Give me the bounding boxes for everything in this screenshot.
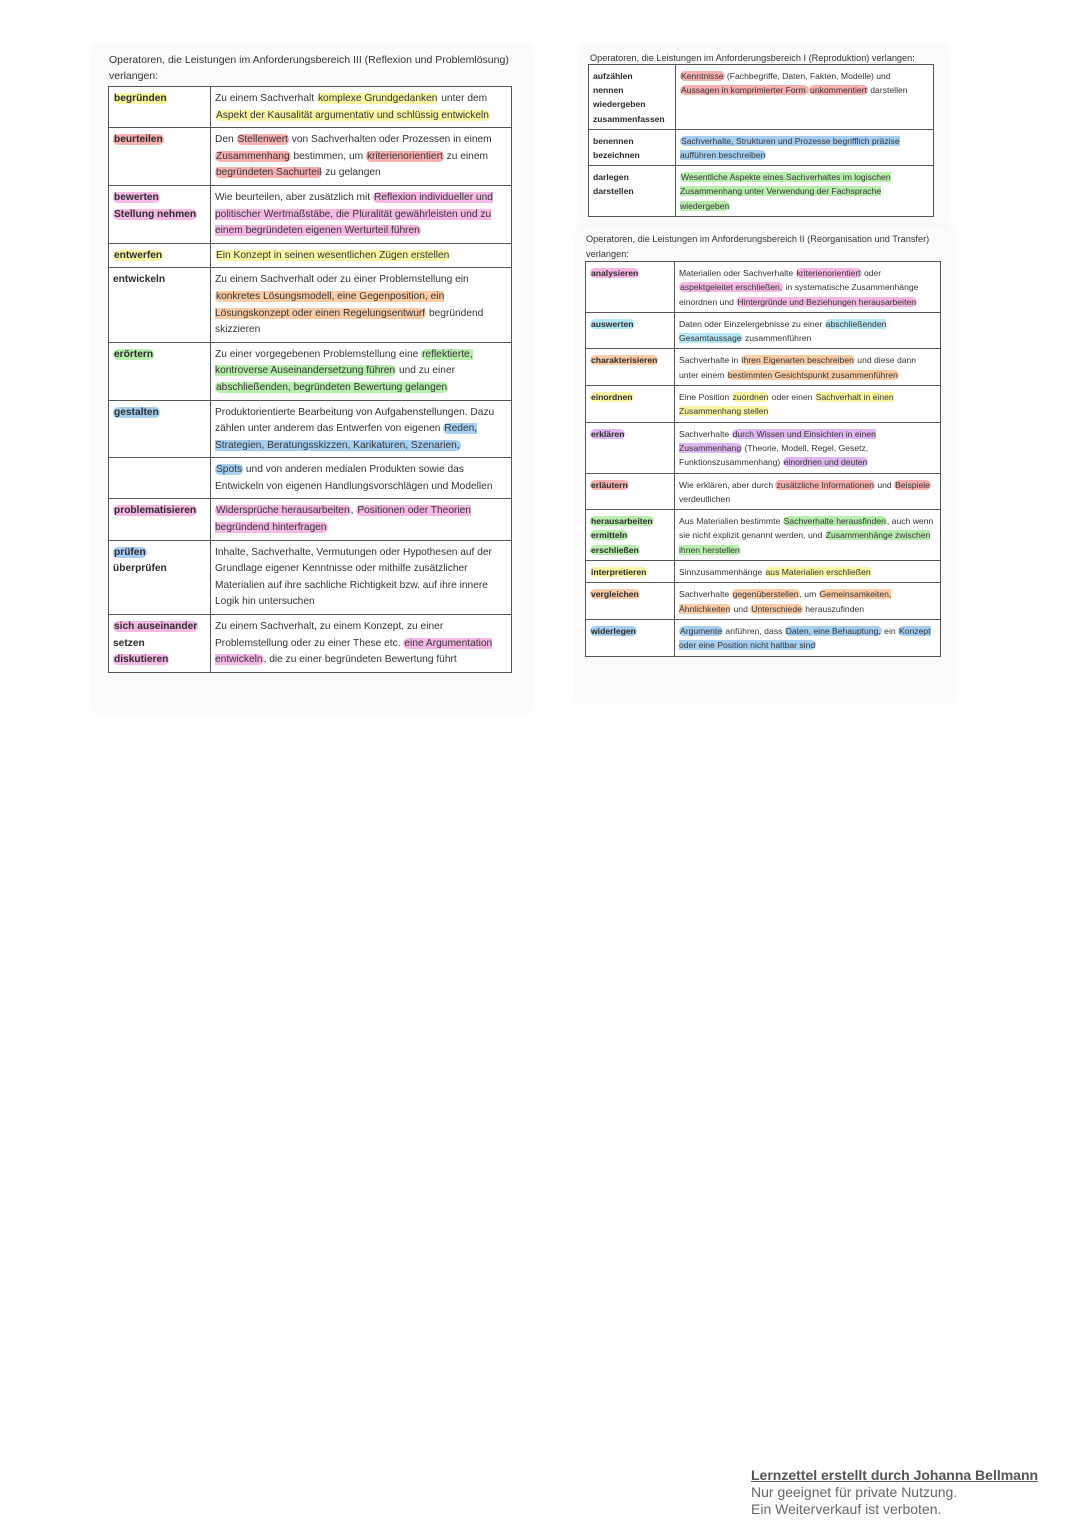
highlighted-text: eine Argumentation entwickeln (215, 637, 493, 666)
highlighted-text: entwerfen (114, 249, 163, 261)
text-segment: setzen (113, 637, 145, 649)
highlighted-text: Aussagen in komprimierter Form (681, 85, 809, 96)
operator-definition (211, 342, 512, 400)
highlighted-text: Sachverhalt in einen Zusammenhang stellen (679, 392, 894, 417)
highlighted-text: kriterienorientiert (366, 150, 443, 162)
text-segment: Aus Materialien bestimmte (679, 516, 783, 527)
text-segment: Zu einem Sachverhalt, zu einem Konzept, zu einer Problemstellung oder zu einer These etc. (215, 621, 444, 649)
operator-definition (211, 268, 512, 342)
highlighted-text: einordnen (591, 392, 633, 403)
highlighted-text: Aspekt der Kausalität argumentativ und schlüssig entwickeln (216, 109, 489, 121)
operator-definition (211, 128, 512, 186)
operator-definition (211, 243, 512, 268)
operator-table (108, 86, 512, 673)
operator-table-body (588, 64, 934, 217)
operator-row (589, 129, 934, 165)
highlighted-text: durch Wissen und Einsichten in einen Zusammenhang (679, 428, 876, 453)
operator-row (109, 185, 512, 243)
text-segment: bestimmen, um (290, 150, 366, 162)
operator-definition (675, 349, 941, 386)
text-segment: wiedergeben (593, 99, 646, 110)
highlighted-text: konkretes Lösungsmodell, eine Gegenposition, ein Lösungskonzept oder einen Regelungsentwurf (215, 290, 445, 319)
operator-term (586, 583, 675, 620)
operator-term (589, 129, 676, 165)
operator-row (109, 615, 512, 673)
highlighted-text: einordnen und deuten (783, 457, 868, 468)
operator-definition (676, 65, 934, 130)
highlighted-text: Reden, Strategien, Beratungsskizzen, Karikaturen, Szenarien, (215, 423, 478, 451)
text-segment: begründend skizzieren (215, 307, 484, 336)
text-segment: zu gelangen (322, 167, 381, 179)
operator-term (586, 312, 675, 349)
operator-term (586, 561, 675, 583)
text-segment: , auch wenn sie nicht explizit genannt werden, und (679, 516, 934, 541)
text-segment: herauszufinden (802, 603, 865, 614)
text-segment: zusammenfassen (593, 113, 665, 124)
operator-term (109, 540, 211, 614)
sheet-anforderungsbereich-2 (576, 228, 954, 702)
text-segment: Sachverhalte in (679, 355, 741, 366)
highlighted-text: gegenüberstellen (732, 589, 799, 600)
operator-definition (675, 561, 941, 583)
text-segment: aufzählen (593, 71, 633, 81)
highlighted-text: Reflexion individueller und politischer Wertmaßstäbe, die Pluralität gewährleisten und zu einem begründeten eigenen Werturteil führen (215, 191, 493, 237)
operator-table-body (108, 86, 512, 673)
highlighted-text: aspektgeleitet erschließen, (680, 282, 783, 293)
highlighted-text: begründen (114, 93, 167, 104)
text-segment: ein (881, 625, 899, 636)
operator-row (586, 583, 941, 620)
operator-definition (211, 540, 512, 614)
sheet-anforderungsbereich-1 (580, 44, 948, 228)
highlighted-text: Zusammenhänge zwischen ihnen herstellen (679, 530, 931, 555)
highlighted-text: abschließenden, begründeten Bewertung gelangen (216, 381, 448, 393)
highlighted-text: zusätzliche Informationen (776, 479, 874, 490)
operator-term (109, 128, 211, 186)
highlighted-text: widerlegen (591, 625, 636, 636)
operator-definition (211, 615, 512, 673)
highlighted-text: kriterienorientiert (796, 268, 861, 278)
highlighted-text: erklären (591, 428, 625, 439)
text-segment: und zu einer (396, 365, 456, 377)
text-segment: von Sachverhalten oder Prozessen in einem (288, 134, 492, 146)
highlighted-text: zuordnen (732, 392, 769, 403)
text-segment: Sachverhalte (679, 589, 732, 600)
operator-term (589, 166, 676, 217)
text-segment: Wie beurteilen, aber zusätzlich mit (215, 191, 373, 203)
highlighted-text: Beispiele (895, 479, 930, 490)
operator-row (586, 619, 941, 656)
highlighted-text: Kenntnisse (681, 71, 724, 81)
text-segment: , die zu einer begründeten Bewertung führt (263, 654, 457, 666)
text-segment: überprüfen (113, 563, 167, 575)
operator-term (109, 400, 211, 458)
text-segment: bezeichnen (593, 150, 640, 161)
highlighted-text: Widersprüche herausarbeiten (216, 505, 350, 517)
highlighted-text: sich auseinander (114, 621, 198, 633)
operator-term (109, 499, 211, 540)
operator-term (586, 473, 675, 510)
operator-term (109, 243, 211, 268)
operator-definition (211, 400, 512, 458)
text-segment: Sinnzusammenhänge (679, 567, 765, 578)
operator-row (109, 243, 512, 268)
text-segment: nennen (593, 85, 624, 96)
highlighted-text: Positionen oder Theorien begründend hinterfragen (215, 505, 471, 534)
operator-term (586, 619, 675, 656)
highlighted-text: vergleichen (591, 589, 639, 600)
highlighted-text: abschließenden Gesamtaussage (679, 318, 887, 344)
operator-row (589, 166, 934, 217)
operator-definition (676, 166, 934, 217)
usage-note: Nur geeignet für private Nutzung. (751, 1484, 958, 1500)
text-segment: unter dem (438, 93, 488, 104)
operator-term (586, 349, 675, 386)
text-segment: benennen (593, 135, 634, 146)
highlighted-text: Zusammenhang (216, 150, 290, 162)
operator-term (586, 422, 675, 473)
operator-definition (211, 499, 512, 540)
operator-term (586, 262, 675, 313)
operator-term (586, 510, 675, 561)
highlighted-text: beurteilen (114, 134, 163, 146)
author-credit (751, 1467, 1038, 1518)
text-segment: zusammenführen (742, 333, 812, 344)
highlighted-text: erschließen (591, 544, 639, 555)
highlighted-text: Ein Konzept in seinen wesentlichen Zügen erstellen (216, 249, 450, 261)
operator-definition (675, 386, 941, 423)
highlighted-text: bestimmten Gesichtspunkt zusammenführen (727, 369, 898, 380)
text-segment: Materialien oder Sachverhalte (679, 268, 796, 278)
text-segment: anführen, dass (723, 625, 785, 636)
highlighted-text: Sachverhalte, Strukturen und Prozesse begrifflich präzise aufführen beschreiben (680, 135, 900, 161)
operator-term (109, 268, 211, 342)
operator-definition (211, 458, 512, 499)
text-segment: Wie erklären, aber durch (679, 479, 776, 490)
highlighted-text: reflektierte, kontroverse Auseinandersetzung führen (215, 348, 473, 377)
operator-table (588, 64, 934, 217)
sheet-title: Operatoren, die Leistungen im Anforderungsbereich I (Reproduktion) verlangen: (590, 53, 915, 63)
text-segment: Inhalte, Sachverhalte, Vermutungen oder Hypothesen auf der Grundlage eigener Kenntnisse oder mithilfe zusätzlicher Materialien auf ihre sachliche Richtigkeit bzw. auf ihre innere Logik hin untersuchen (215, 546, 492, 608)
operator-row (109, 400, 512, 458)
operator-row (589, 65, 934, 130)
operator-row (586, 473, 941, 510)
text-segment: , (350, 505, 357, 517)
highlighted-text: herausarbeiten (591, 516, 653, 527)
operator-definition (676, 129, 934, 165)
text-segment: und (731, 603, 751, 614)
operator-row (586, 386, 941, 423)
operator-row (586, 510, 941, 561)
highlighted-text: unkommentiert (810, 85, 867, 96)
operator-definition (211, 87, 512, 128)
operator-row (109, 499, 512, 540)
highlighted-text: Stellenwert (237, 134, 288, 146)
operator-row (109, 458, 512, 499)
operator-row (586, 561, 941, 583)
operator-table (585, 261, 941, 657)
author-credit-title: Lernzettel erstellt durch Johanna Bellmann (751, 1467, 1039, 1483)
text-segment: verdeutlichen (679, 493, 731, 504)
text-segment: oder (861, 268, 882, 278)
text-segment: , um (799, 589, 819, 600)
operator-definition (675, 510, 941, 561)
highlighted-text: Daten, eine Behauptung, (785, 625, 881, 636)
highlighted-text: Gemeinsamkeiten, Ähnlichkeiten (679, 589, 892, 614)
highlighted-text: ermitteln (591, 530, 628, 541)
highlighted-text: Hintergründe und Beziehungen herausarbeiten (737, 296, 917, 307)
text-segment: und diese dann unter einem (679, 355, 917, 380)
text-segment: Den (215, 134, 237, 146)
resale-note: Ein Weiterverkauf ist verboten. (751, 1501, 942, 1517)
highlighted-text: erörtern (114, 348, 154, 360)
operator-table-body (585, 261, 941, 657)
highlighted-text: problematisieren (114, 505, 197, 517)
text-segment: (Theorie, Modell, Regel, Gesetz, Funktionszusammenhang) (679, 442, 869, 468)
text-segment: entwickeln (113, 274, 166, 286)
highlighted-text: erläutern (591, 479, 628, 490)
highlighted-text: Unterschiede (751, 603, 802, 614)
text-segment: darstellen (867, 85, 908, 96)
sheet-title: Operatoren, die Leistungen im Anforderungsbereich III (Reflexion und Problemlösung) verlangen: (109, 54, 509, 82)
operator-row (109, 87, 512, 128)
highlighted-text: komplexe Grundgedanken (317, 93, 438, 104)
highlighted-text: Wesentliche Aspekte eines Sachverhaltes im logischen Zusammenhang unter Verwendung der Fachsprache wiedergeben (680, 172, 891, 211)
operator-row (109, 540, 512, 614)
text-segment: und von anderen medialen Produkten sowie das Entwickeln von eigenen Handlungsvorschlägen und Modellen (215, 464, 493, 492)
text-segment: darstellen (593, 186, 634, 197)
highlighted-text: begründeten Sachurteil (216, 167, 322, 179)
text-segment: darlegen (593, 172, 629, 183)
operator-term (109, 458, 211, 499)
highlighted-text: auswerten (591, 318, 634, 329)
highlighted-text: analysieren (591, 268, 639, 278)
text-segment: Zu einer vorgegebenen Problemstellung eine (215, 348, 422, 360)
text-segment: oder einen (769, 392, 815, 403)
operator-term (109, 185, 211, 243)
operator-definition (675, 583, 941, 620)
operator-row (586, 312, 941, 349)
highlighted-text: Konzept oder eine Position nicht haltbar sind (679, 625, 931, 651)
text-segment: Produktorientierte Bearbeitung von Aufgabenstellungen. Dazu zählen unter anderem das Entwerfen von eigenen (215, 406, 495, 435)
highlighted-text: Stellung nehmen (114, 208, 197, 220)
operator-term (589, 65, 676, 130)
highlighted-text: bewerten (114, 191, 159, 203)
highlighted-text: Argumente (680, 625, 723, 636)
highlighted-text: aus Materialien erschließen (765, 567, 871, 578)
operator-definition (675, 473, 941, 510)
text-segment: Daten oder Einzelergebnisse zu einer (679, 318, 825, 329)
text-segment: Zu einem Sachverhalt oder zu einer Problemstellung ein (215, 274, 469, 286)
highlighted-text: ihren Eigenarten beschreiben (741, 355, 854, 366)
operator-definition (675, 619, 941, 656)
operator-term (586, 386, 675, 423)
text-segment: in systematische Zusammenhänge einordnen und (679, 282, 919, 307)
operator-definition (211, 185, 512, 243)
sheet-title: Operatoren, die Leistungen im Anforderungsbereich II (Reorganisation und Transfer) verlangen: (586, 234, 930, 259)
text-segment: Zu einem Sachverhalt (215, 93, 317, 104)
highlighted-text: Sachverhalte herausfinden (783, 516, 886, 527)
highlighted-text: gestalten (114, 406, 159, 418)
operator-row (109, 342, 512, 400)
highlighted-text: prüfen (114, 546, 146, 558)
operator-row (109, 128, 512, 186)
operator-definition (675, 262, 941, 313)
text-segment: (Fachbegriffe, Daten, Fakten, Modelle) und (724, 71, 891, 81)
operator-definition (675, 312, 941, 349)
highlighted-text: Spots (216, 464, 243, 476)
text-segment: Sachverhalte (679, 428, 732, 439)
operator-row (586, 422, 941, 473)
sheet-anforderungsbereich-3 (92, 44, 532, 712)
highlighted-text: charakterisieren (591, 355, 658, 366)
operator-term (109, 615, 211, 673)
operator-row (586, 349, 941, 386)
operator-term (109, 87, 211, 128)
operator-row (109, 268, 512, 342)
highlighted-text: diskutieren (114, 654, 169, 666)
text-segment: Eine Position (679, 392, 732, 403)
text-segment: und (874, 479, 895, 490)
operator-row (586, 262, 941, 313)
operator-term (109, 342, 211, 400)
operator-definition (675, 422, 941, 473)
highlighted-text: interpretieren (591, 567, 647, 578)
text-segment: zu einem (443, 150, 488, 162)
